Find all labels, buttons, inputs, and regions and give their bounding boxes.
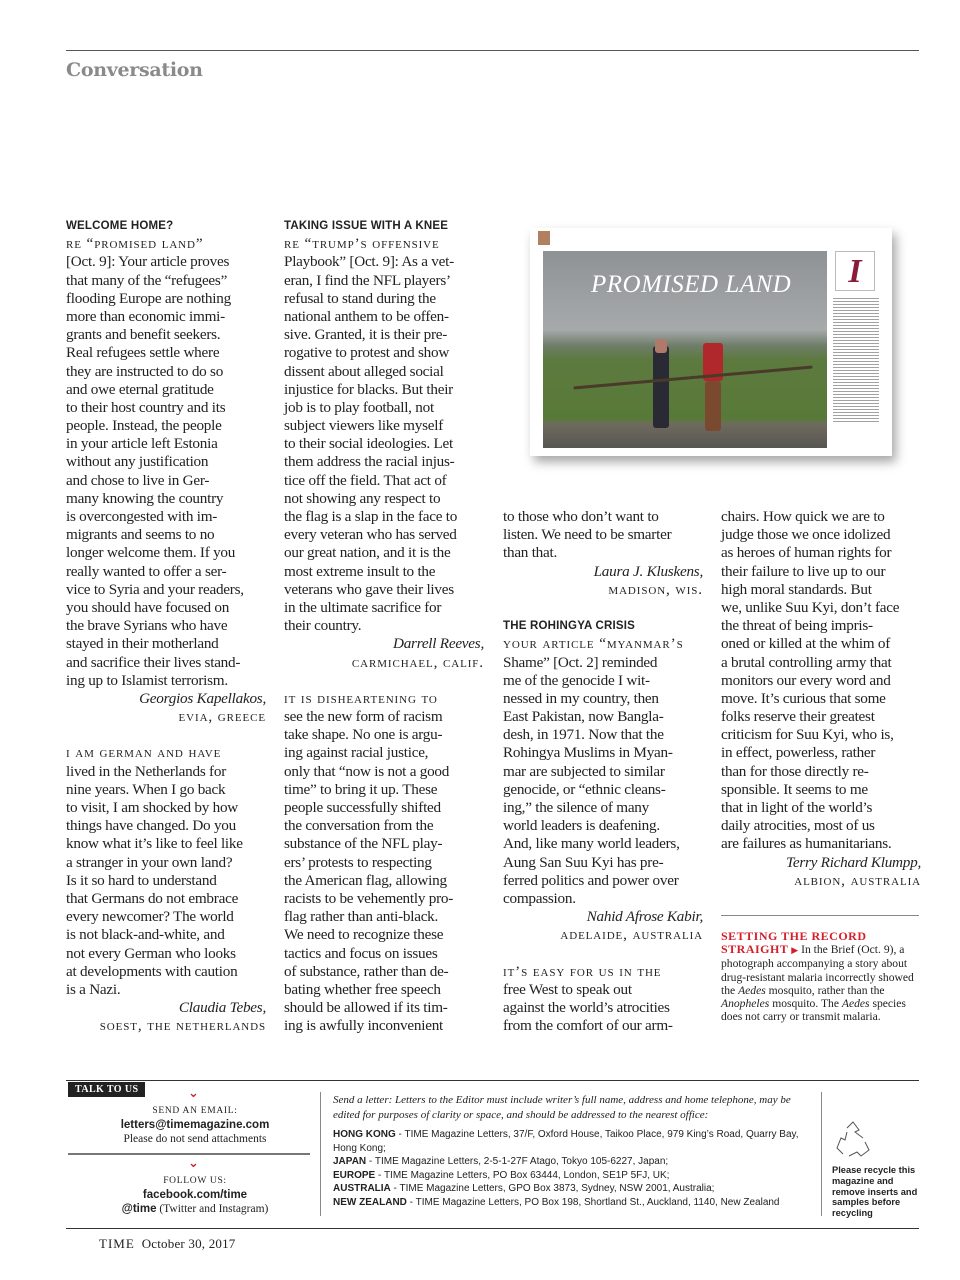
text-line: injustice for blacks. But their (284, 380, 453, 398)
text-line (66, 726, 266, 744)
text-line: every veteran who has served (284, 526, 457, 544)
letter-location: soest, the netherlands (99, 1017, 266, 1035)
page-footer: TIME October 30, 2017 (99, 1236, 236, 1251)
facebook-link[interactable]: facebook.com/time (142, 1189, 248, 1201)
letter-location: adelaide, australia (560, 926, 703, 944)
text-line: to their social ideologies. Let (284, 435, 453, 453)
text-line: bating whether free speech (284, 980, 441, 998)
text-line: Playbook” [Oct. 9]: As a vet- (284, 253, 454, 271)
text-line: in the ultimate sacrifice for (284, 598, 442, 616)
text-line: them address the racial injus- (284, 453, 455, 471)
letter-author: Claudia Tebes, (178, 999, 266, 1017)
letters-column-3 (503, 508, 703, 1035)
text-line: against the world’s atrocities (503, 999, 670, 1017)
text-line: it’s easy for us in the (503, 962, 662, 980)
text-line: should be allowed if its tim- (284, 999, 448, 1017)
text-line: and owe eternal gratitude (66, 380, 214, 398)
text-line: tice off the field. That act of (284, 471, 447, 489)
text-line: eran, I find the NFL players’ (284, 271, 451, 289)
text-line: re “promised land” (66, 235, 204, 253)
text-line: chairs. How quick we are to (721, 508, 885, 525)
text-line: Shame” [Oct. 2] reminded (503, 653, 658, 671)
divider (68, 1153, 310, 1155)
text-line: refusal to stand during the (284, 289, 436, 307)
text-line: that Germans do not embrace (66, 889, 239, 907)
text-line: subject viewers like myself (284, 417, 443, 435)
text-line: the threat of being impris- (721, 617, 873, 635)
text-line: is overcongested with im- (66, 508, 218, 525)
text-line: i am german and have (66, 744, 222, 762)
text-line: people. Instead, the people (66, 417, 222, 435)
email-link[interactable]: letters@timemagazine.com (120, 1119, 270, 1131)
text-line: know what it’s like to feel like (66, 835, 243, 853)
text-line: in effect, powerless, rather (721, 744, 876, 762)
text-line: [Oct. 9]: Your article proves (66, 253, 230, 271)
office-address: AUSTRALIA - TIME Magazine Letters, GPO Box 3873, Sydney, NSW 2001, Australia; (333, 1183, 715, 1194)
text-line: ing is awfully inconvenient (284, 1017, 444, 1035)
text-line: are failures as humanitarians. (721, 835, 892, 853)
record-rule (721, 915, 919, 916)
text-line: to those who don’t want to (503, 508, 659, 525)
footer-top-rule (66, 1080, 919, 1081)
offices-list (333, 1128, 813, 1209)
letter-heading: WELCOME HOME? (66, 220, 174, 232)
text-line: their country. (284, 617, 362, 635)
text-line: compassion. (503, 889, 576, 907)
text-line: dissent about alleged social (284, 362, 444, 380)
text-line: their failure to live up to our (721, 562, 886, 580)
drop-cap: I (835, 251, 875, 291)
text-line: not showing any respect to (284, 489, 441, 507)
text-line: to their host country and its (66, 398, 226, 416)
text-line: people successfully shifted (284, 799, 441, 816)
text-line: every newcomer? The world (66, 908, 234, 926)
recycle-icon (833, 1120, 873, 1160)
text-line: the brave Syrians who have (66, 617, 228, 635)
text-line: ing against racial justice, (284, 744, 429, 762)
letter-author: Darrell Reeves, (393, 635, 484, 653)
letter-author: Terry Richard Klumpp, (786, 853, 921, 871)
text-line: national anthem to be offen- (284, 307, 449, 325)
talk-to-us-tag: TALK TO US (68, 1082, 145, 1097)
recycle-note: Please recycle this magazine and remove inserts and samples before recycling (832, 1165, 918, 1219)
text-line: the flag is a slap in the face to (284, 508, 458, 525)
text-line: nine years. When I go back (66, 780, 226, 798)
text-line: vice to Syria and your readers, (66, 580, 244, 598)
letter-location: carmichael, calif. (351, 653, 484, 671)
letter-heading: THE ROHINGYA CRISIS (503, 620, 636, 633)
text-line: that in light of the world’s (721, 799, 873, 816)
chevron-down-icon: ⌄ (188, 1156, 199, 1171)
office-address: JAPAN - TIME Magazine Letters, 2-5-1-27F Atago, Tokyo 105-6227, Japan; (333, 1156, 669, 1167)
letter-author: Georgios Kapellakos, (139, 689, 266, 707)
text-line: world leaders is deafening. (503, 817, 660, 835)
text-line: as heroes of human rights for (721, 544, 892, 562)
text-line: move. It’s curious that some (721, 689, 886, 707)
text-line: they are instructed to do so (66, 362, 224, 380)
text-line (503, 599, 703, 617)
mailing-addresses: Send a letter: Letters to the Editor must include writer’s full name, address and home telephone, may be edited for purposes of clarity or space, and should be addressed to the nearest office: HONG KONG - TIME Magazine Letters, 37/F, Oxford House, Taikoo Place, 979 King’s Road, Quarry Bay, Hong Kong; JAPAN - TIME Magazine Letters, 2-5-1-27F Atago, Tokyo 105-6227, Japan; EUROPE - TIME Magazine Letters, PO Box 63444, London, SE1P 5FJ, UK; AUSTRALIA - TIME Magazine Letters, GPO Box 3873, Sydney, NSW 2001, Australia; NEW ZEALAND - TIME Magazine Letters, PO Box 198, Shortland St., Auckland, 1140, New Zealand (333, 1093, 813, 1209)
text-line: genocide, or “ethnic cleans- (503, 780, 666, 798)
text-line: sive. Granted, it is their pre- (284, 326, 448, 344)
text-line: ferred politics and power over (503, 871, 679, 889)
text-line: your article “myanmar’s (503, 635, 684, 653)
text-line: me of the genocide I wit- (503, 671, 650, 689)
text-line: more than economic immi- (66, 307, 225, 325)
text-line: in your article left Estonia (66, 435, 218, 453)
text-line: of substance, rather than de- (284, 962, 449, 980)
text-line: folks reserve their greatest (721, 708, 875, 726)
text-line: you should have focused on (66, 598, 230, 616)
text-line: is a Nazi. (66, 980, 121, 998)
text-line: monitors our every word and (721, 671, 891, 689)
text-line: really wanted to offer a ser- (66, 562, 227, 580)
thumbnail-image (538, 231, 550, 245)
text-line: our great nation, and it is the (284, 544, 451, 562)
text-line: a stranger in your own land? (66, 853, 233, 871)
text-line: many knowing the country (66, 489, 224, 507)
text-line: ing,” the silence of many (503, 799, 649, 816)
text-line: stayed in their motherland (66, 635, 219, 653)
text-line: lived in the Netherlands for (66, 762, 227, 780)
twitter-handle[interactable]: @time (121, 1203, 157, 1215)
text-line: without any justification (66, 453, 209, 471)
text-line: is not black-and-white, and (66, 926, 225, 944)
office-region: JAPAN (333, 1156, 367, 1167)
vertical-divider (320, 1092, 321, 1216)
office-region: AUSTRALIA (333, 1183, 391, 1194)
text-line: than that. (503, 544, 558, 562)
text-line: racists to be vehemently pro- (284, 889, 454, 907)
text-line: high moral standards. But (721, 580, 872, 598)
record-label: SETTING THE RECORD STRAIGHT (721, 929, 867, 957)
text-line: tactics and focus on issues (284, 944, 438, 962)
text-line: nessed in my country, then (503, 689, 659, 707)
text-line: than for those directly re- (721, 762, 869, 780)
office-address: NEW ZEALAND - TIME Magazine Letters, PO Box 198, Shortland St., Auckland, 1140, New Zealand (333, 1196, 780, 1208)
letter-location: madison, wis. (608, 580, 703, 598)
text-line: veterans who gave their lives (284, 580, 454, 598)
letter-heading: TAKING ISSUE WITH A KNEE (284, 220, 449, 232)
text-line (503, 945, 703, 963)
text-line: and chose to live in Ger- (66, 471, 210, 489)
letter-author: Nahid Afrose Kabir, (586, 908, 703, 926)
vertical-divider (821, 1092, 822, 1216)
text-line: judge those we once idolized (721, 526, 891, 544)
text-line: and sacrifice their lives stand- (66, 653, 241, 671)
text-line: criticism for Suu Kyi, who is, (721, 726, 894, 744)
text-line: longer welcome them. If you (66, 544, 236, 562)
text-line: things have changed. Do you (66, 817, 236, 835)
text-line: mar are subjected to similar (503, 762, 665, 780)
setting-record-straight: SETTING THE RECORD STRAIGHT ▶ In the Brief (Oct. 9), a photograph accompanying a story about drug-resistant malaria incorrectly showed the Aedes mosquito, rather than the Anopheles mosquito. The Aedes species does not carry or transmit malaria. (721, 929, 914, 1024)
text-line: And, like many world leaders, (503, 835, 680, 853)
text-line: sponsible. It seems to me (721, 780, 868, 798)
spread-title: PROMISED LAND (591, 271, 792, 298)
text-line: that many of the “refugees” (66, 271, 228, 289)
chevron-down-icon: ⌄ (188, 1086, 199, 1101)
text-line: Rohingya Muslims in Myan- (503, 744, 673, 762)
text-line: flag rather than anti-black. (284, 908, 439, 926)
text-line: flooding Europe are nothing (66, 289, 231, 307)
office-address: HONG KONG - TIME Magazine Letters, 37/F, Oxford House, Taikoo Place, 979 King’s Road, Quarry Bay, Hong Kong; (333, 1129, 799, 1154)
text-line: oned or killed at the whim of (721, 635, 891, 653)
office-region: HONG KONG (333, 1129, 396, 1140)
text-line: ing up to Islamist terrorism. (66, 671, 228, 689)
text-line: the American flag, allowing (284, 871, 447, 889)
text-line: most extreme insult to the (284, 562, 436, 580)
text-line: to visit, I am shocked by how (66, 799, 239, 816)
text-line: job is to play football, not (284, 398, 434, 416)
text-line: take shape. No one is argu- (284, 726, 443, 744)
office-region: NEW ZEALAND (333, 1196, 407, 1208)
text-line: East Pakistan, now Bangla- (503, 708, 664, 726)
text-line: rogative to protest and show (284, 344, 450, 362)
text-line: see the new form of racism (284, 708, 443, 726)
text-line: listen. We need to be smarter (503, 526, 672, 544)
letter-location: evia, greece (178, 708, 266, 726)
text-line: we, unlike Suu Kyi, don’t face (721, 598, 900, 616)
text-line: ers’ protests to respecting (284, 853, 432, 871)
text-line: grants and benefit seekers. (66, 326, 221, 344)
office-region: EUROPE (333, 1169, 376, 1181)
field-photo (543, 251, 827, 448)
text-line: it is disheartening to (284, 689, 438, 707)
text-line: desh, in 1971. Now that the (503, 726, 664, 744)
text-line: from the comfort of our arm- (503, 1017, 673, 1035)
letters-column-4 (721, 508, 921, 890)
text-line: migrants and seems to no (66, 526, 215, 544)
text-line: free West to speak out (503, 980, 632, 998)
text-line: only that “now is not a good (284, 762, 450, 780)
article-spread-photo (530, 228, 892, 456)
text-line: substance of the NFL play- (284, 835, 443, 853)
text-line (284, 672, 484, 690)
text-line: Real refugees settle where (66, 344, 220, 362)
follow-block: FOLLOW US: facebook.com/time @time (Twitter and Instagram) (121, 1176, 269, 1215)
text-line: at developments with caution (66, 962, 238, 980)
text-line: re “trump’s offensive (284, 235, 440, 253)
section-title: Conversation (66, 59, 203, 81)
spread-body-text (833, 298, 879, 423)
text-line: Aung San Suu Kyi has pre- (503, 853, 664, 871)
arrow-icon: ▶ (791, 945, 799, 956)
text-line: a brutal controlling army that (721, 653, 892, 671)
office-address: EUROPE - TIME Magazine Letters, PO Box 63444, London, SE1P 5FJ, UK; (333, 1169, 670, 1181)
text-line: the conversation from the (284, 817, 434, 835)
top-rule (66, 50, 919, 51)
text-line: Is it so hard to understand (66, 871, 217, 889)
text-line: We need to recognize these (284, 926, 444, 944)
footer-bottom-rule (66, 1228, 919, 1229)
letter-location: albion, australia (794, 871, 921, 889)
letter-author: Laura J. Kluskens, (593, 562, 703, 580)
letters-column-2 (284, 217, 484, 1035)
email-block: SEND AN EMAIL: letters@timemagazine.com Please do not send attachments (120, 1106, 270, 1145)
letters-column-1 (66, 217, 266, 1035)
text-line: not every German who looks (66, 944, 236, 962)
text-line: daily atrocities, most of us (721, 817, 875, 835)
text-line: time” to bring it up. These (284, 780, 438, 798)
